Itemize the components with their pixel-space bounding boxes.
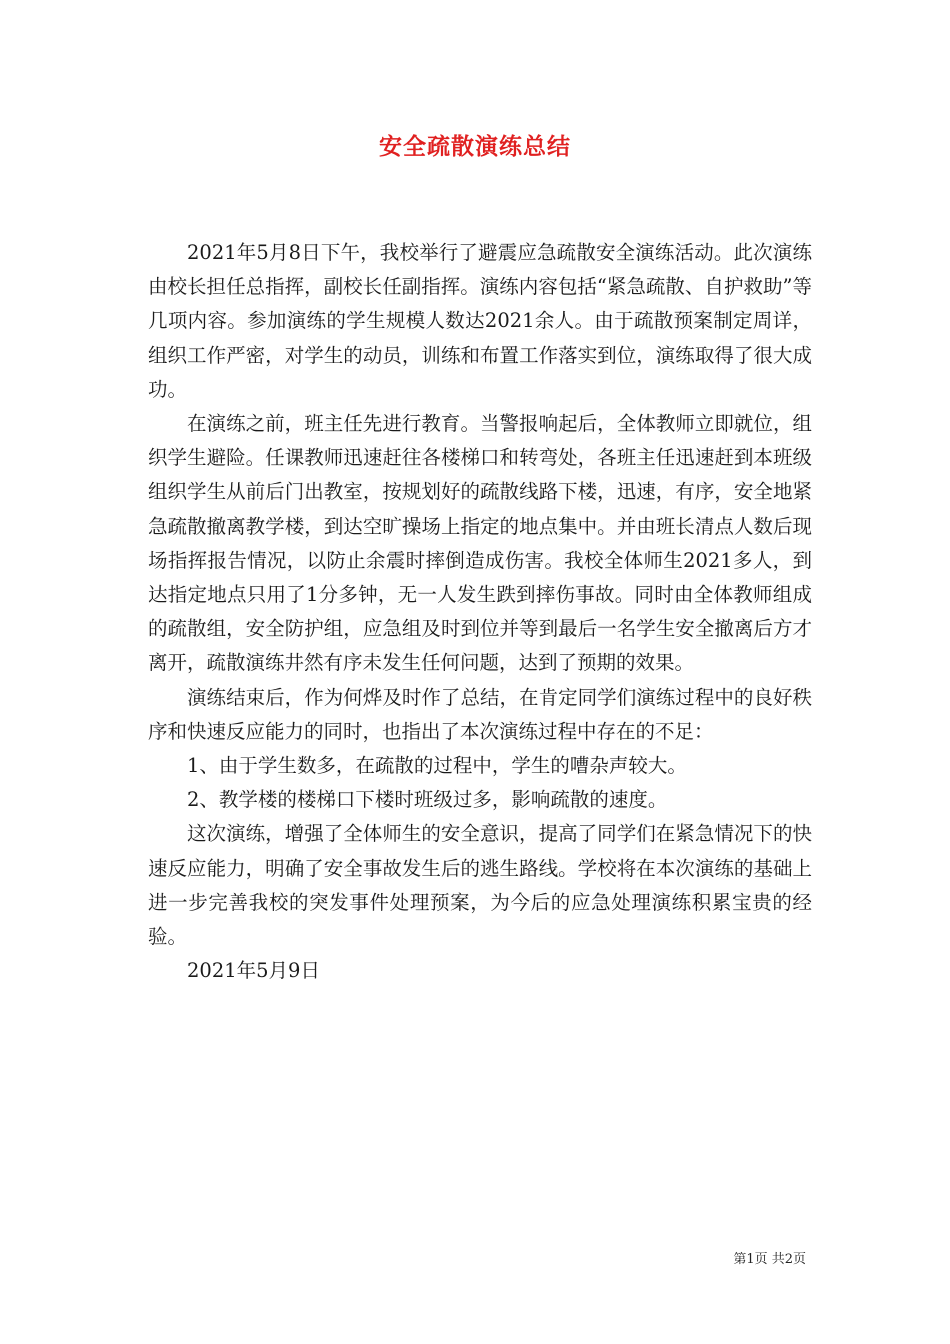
paragraph-shortcoming-2: 2、教学楼的楼梯口下楼时班级过多，影响疏散的速度。 [187,788,668,812]
paragraph-process: 在演练之前，班主任先进行教育。当警报响起后，全体教师立即就位，组织学生避险。任课教师迅速赶往各楼梯口和转弯处，各班主任迅速赶到本班级组织学生从前后门出教室，按规划好的疏散线路下楼，迅速，有序，安全地紧急疏散撤离教学楼，到达空旷操场上指定的地点集中。并由班长清点人数后现场指挥报告情况，以防止余震时摔倒造成伤害。我校全体师生2021多人，到达指定地点只用了1分多钟，无一人发生跌到摔伤事故。同时由全体教师组成的疏散组，安全防护组，应急组及时到位并等到最后一名学生安全撤离后方才离开，疏散演练井然有序未发生任何问题，达到了预期的效果。 [148,412,812,675]
paragraph-shortcoming-1: 1、由于学生数多，在疏散的过程中，学生的嘈杂声较大。 [187,754,687,778]
page-number-footer: 第1页 共2页 [733,1252,806,1267]
paragraph-summary: 演练结束后，作为何烨及时作了总结，在肯定同学们演练过程中的良好秩序和快速反应能力的同时，也指出了本次演练过程中存在的不足： [148,685,812,743]
document-title: 安全疏散演练总结 [379,134,571,160]
paragraph-intro: 2021年5月8日下午，我校举行了避震应急疏散安全演练活动。此次演练由校长担任总指挥，副校长任副指挥。演练内容包括“紧急疏散、自护救助”等几项内容。参加演练的学生规模人数达2021余人。由于疏散预案制定周详，组织工作严密，对学生的动员，训练和布置工作落实到位，演练取得了很大成功。 [148,241,812,401]
paragraph-date: 2021年5月9日 [187,959,320,983]
document-body [148,236,812,988]
paragraph-conclusion: 这次演练，增强了全体师生的安全意识，提高了同学们在紧急情况下的快速反应能力，明确了安全事故发生后的逃生路线。学校将在本次演练的基础上进一步完善我校的突发事件处理预案，为今后的应急处理演练积累宝贵的经验。 [148,822,812,949]
